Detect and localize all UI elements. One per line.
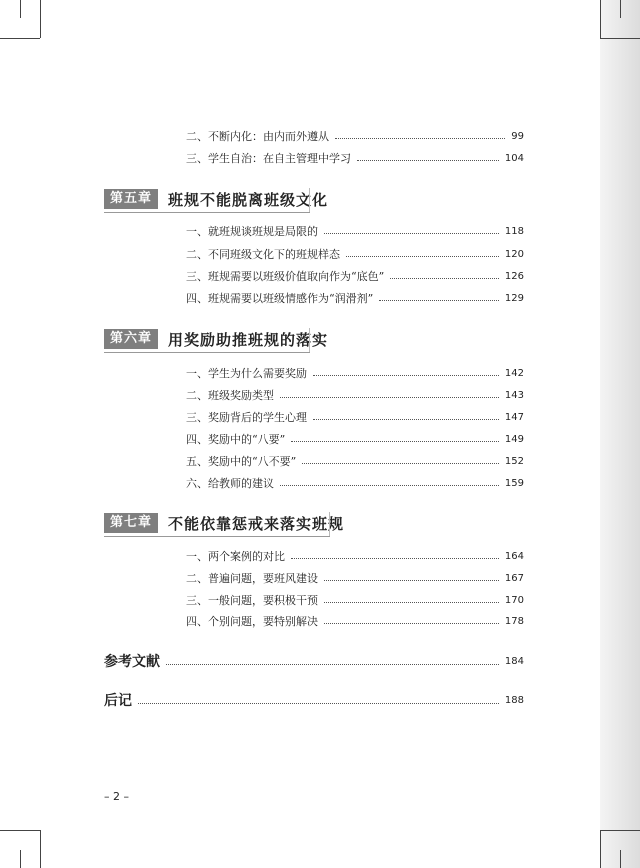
toc-entry-page: 188: [504, 694, 524, 706]
toc-entry-label: 一、两个案例的对比: [186, 550, 285, 563]
toc-entry-page: 143: [504, 389, 524, 401]
toc-entry[interactable]: [186, 452, 524, 470]
toc-entry-label: 二、不同班级文化下的班规样态: [186, 248, 340, 261]
page-spine-shadow: [600, 0, 640, 868]
toc-entry-page: 167: [504, 572, 524, 584]
crop-mark: [40, 830, 41, 868]
toc-entry-label: 后记: [104, 693, 132, 709]
toc-entry-page: 118: [504, 225, 524, 237]
chapter-rule: [104, 536, 330, 537]
toc-entry[interactable]: [186, 222, 524, 240]
crop-mark: [20, 0, 21, 18]
chapter-rule: [104, 352, 310, 353]
leader-dots: [313, 375, 499, 376]
toc-entry-page: 104: [504, 152, 524, 164]
toc-entry[interactable]: [186, 612, 524, 630]
leader-dots: [302, 463, 499, 464]
toc-entry-label: 二、不断内化：由内而外遵从: [186, 130, 329, 143]
toc-entry-page: 170: [504, 594, 524, 606]
crop-mark: [620, 850, 621, 868]
chapter-bracket: [309, 188, 310, 212]
toc-entry-label: 三、学生自治：在自主管理中学习: [186, 152, 351, 165]
leader-dots: [390, 278, 499, 279]
toc-entry[interactable]: [186, 591, 524, 609]
chapter-bracket: [309, 328, 310, 352]
toc-entry-page: 178: [504, 615, 524, 627]
toc-entry-label: 四、班规需要以班级情感作为“润滑剂”: [186, 292, 374, 305]
chapter-heading[interactable]: [104, 512, 344, 534]
toc-entry-page: 126: [504, 270, 524, 282]
toc-entry-afterword[interactable]: [104, 690, 524, 710]
leader-dots: [291, 558, 499, 559]
toc-entry-page: 152: [504, 455, 524, 467]
toc-entry[interactable]: [186, 408, 524, 426]
toc-entry-page: 147: [504, 411, 524, 423]
leader-dots: [280, 397, 499, 398]
toc-entry-label: 二、班级奖励类型: [186, 389, 274, 402]
chapter-title: 不能依靠惩戒来落实班规: [168, 514, 345, 533]
toc-entry-label: 二、普遍问题，要班风建设: [186, 572, 318, 585]
leader-dots: [379, 300, 499, 301]
crop-mark: [0, 38, 40, 39]
leader-dots: [324, 623, 499, 624]
toc-entry-label: 四、个别问题，要特别解决: [186, 615, 318, 628]
crop-mark: [20, 850, 21, 868]
leader-dots: [166, 664, 499, 665]
leader-dots: [138, 703, 499, 704]
crop-mark: [40, 0, 41, 38]
crop-mark: [600, 38, 640, 39]
chapter-heading[interactable]: [104, 328, 328, 350]
chapter-badge: 第六章: [104, 329, 158, 349]
toc-entry-label: 一、就班规谈班规是局限的: [186, 225, 318, 238]
toc-entry-label: 参考文献: [104, 654, 160, 670]
toc-entry-page: 149: [504, 433, 524, 445]
leader-dots: [335, 138, 505, 139]
toc-entry-label: 三、班规需要以班级价值取向作为“底色”: [186, 270, 385, 283]
toc-entry[interactable]: [186, 364, 524, 382]
toc-entry-label: 四、奖励中的“八要”: [186, 433, 286, 446]
toc-entry[interactable]: [186, 430, 524, 448]
chapter-bracket: [329, 512, 330, 536]
page-number: – 2 –: [104, 790, 129, 803]
leader-dots: [324, 233, 499, 234]
chapter-heading[interactable]: [104, 188, 328, 210]
toc-entry-page: 184: [504, 655, 524, 667]
toc-entry-page: 129: [504, 292, 524, 304]
toc-entry-label: 六、给教师的建议: [186, 477, 274, 490]
chapter-badge: 第七章: [104, 513, 158, 533]
leader-dots: [346, 256, 499, 257]
crop-mark: [600, 0, 601, 38]
toc-entry-page: 164: [504, 550, 524, 562]
toc-entry[interactable]: [186, 267, 524, 285]
toc-entry[interactable]: [186, 149, 524, 167]
leader-dots: [280, 485, 499, 486]
leader-dots: [291, 441, 499, 442]
toc-entry[interactable]: [186, 127, 524, 145]
leader-dots: [324, 602, 499, 603]
toc-entry-label: 三、奖励背后的学生心理: [186, 411, 307, 424]
toc-entry-page: 120: [504, 248, 524, 260]
toc-entry[interactable]: [186, 474, 524, 492]
toc-entry[interactable]: [186, 245, 524, 263]
crop-mark: [600, 830, 640, 831]
toc-entry-page: 99: [511, 130, 524, 142]
crop-mark: [0, 830, 40, 831]
toc-entry-page: 159: [504, 477, 524, 489]
leader-dots: [324, 580, 499, 581]
toc-entry[interactable]: [186, 569, 524, 587]
toc-entry[interactable]: [186, 289, 524, 307]
chapter-badge: 第五章: [104, 189, 158, 209]
chapter-title: 用奖励助推班规的落实: [168, 330, 329, 349]
leader-dots: [357, 160, 499, 161]
toc-entry-label: 五、奖励中的“八不要”: [186, 455, 297, 468]
toc-entry-page: 142: [504, 367, 524, 379]
chapter-title: 班规不能脱离班级文化: [168, 190, 329, 209]
chapter-rule: [104, 212, 310, 213]
toc-entry[interactable]: [186, 547, 524, 565]
crop-mark: [600, 830, 601, 868]
toc-entry-references[interactable]: [104, 651, 524, 671]
leader-dots: [313, 419, 499, 420]
toc-entry-label: 一、学生为什么需要奖励: [186, 367, 307, 380]
crop-mark: [620, 0, 621, 18]
toc-entry-label: 三、一般问题，要积极干预: [186, 594, 318, 607]
toc-entry[interactable]: [186, 386, 524, 404]
